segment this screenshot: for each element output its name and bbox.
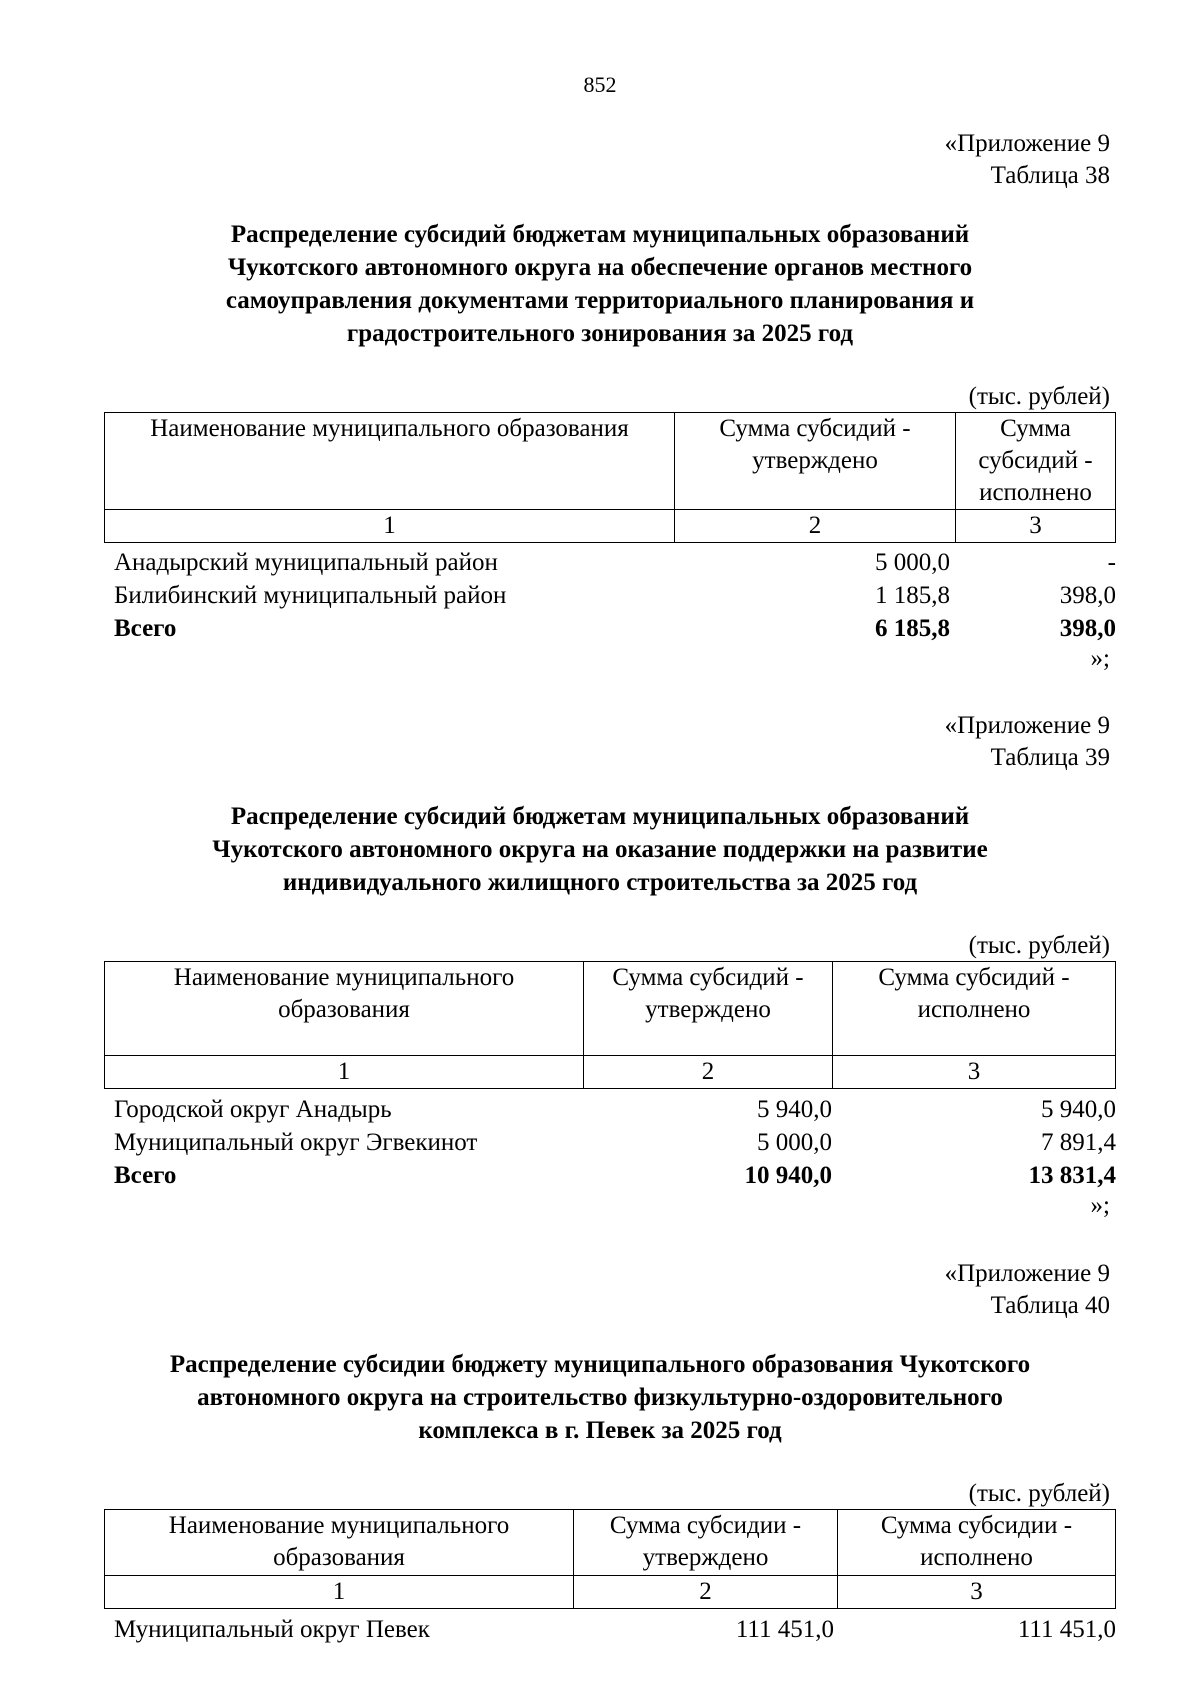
total-row: [114, 613, 1116, 645]
total-executed: 398,0: [1059, 615, 1116, 642]
title-line: индивидуального жилищного строительства за 2025 год: [282, 869, 918, 896]
column-number: 3: [833, 1056, 1116, 1089]
row-approved: 5 000,0: [757, 1129, 832, 1156]
column-number: 1: [105, 510, 675, 543]
table-header-40: [104, 1509, 1116, 1609]
column-header-executed: Сумма субсидий - исполнено: [833, 962, 1116, 1056]
row-executed: 7 891,4: [1041, 1129, 1116, 1156]
row-name: Муниципальный округ Певек: [114, 1616, 430, 1643]
column-number: 1: [105, 1056, 584, 1089]
appendix-label: «Приложение 9: [944, 712, 1110, 739]
total-label: Всего: [114, 1162, 177, 1189]
table-row: [114, 1094, 1116, 1126]
title-line: комплекса в г. Певек за 2025 год: [418, 1417, 782, 1444]
units-label: (тыс. рублей): [968, 383, 1110, 410]
table-number-label: Таблица 39: [990, 744, 1110, 771]
total-row: [114, 1160, 1116, 1192]
row-executed: 398,0: [1059, 582, 1116, 609]
units-label: (тыс. рублей): [968, 932, 1110, 959]
column-number: 1: [105, 1576, 574, 1609]
column-number: 2: [584, 1056, 833, 1089]
table-number-label: Таблица 38: [990, 162, 1110, 189]
page-number: 852: [583, 72, 617, 97]
column-header-approved: Сумма субсидии - утверждено: [574, 1510, 838, 1576]
appendix-label: «Приложение 9: [944, 130, 1110, 157]
column-number: 2: [574, 1576, 838, 1609]
column-number: 3: [838, 1576, 1116, 1609]
row-executed: 5 940,0: [1041, 1096, 1116, 1123]
title-line: автономного округа на строительство физкультурно-оздоровительного: [197, 1384, 1003, 1411]
closing-quote: »;: [1090, 1192, 1110, 1219]
title-line: Распределение субсидий бюджетам муниципальных образований: [230, 221, 970, 248]
row-approved: 5 000,0: [875, 549, 950, 576]
appendix-heading-39: [945, 710, 1110, 774]
appendix-heading-38: [945, 128, 1110, 192]
row-approved: 111 451,0: [735, 1616, 834, 1643]
row-executed: -: [1107, 549, 1116, 576]
total-approved: 6 185,8: [875, 615, 950, 642]
table-header-39: [104, 961, 1116, 1089]
column-header-name: Наименование муниципального образования: [105, 1510, 574, 1576]
units-label: (тыс. рублей): [968, 1480, 1110, 1507]
column-header-executed: Сумма субсидий - исполнено: [956, 413, 1116, 510]
row-name: Анадырский муниципальный район: [114, 549, 498, 576]
table-row: [114, 1614, 1116, 1646]
row-executed: 111 451,0: [1017, 1616, 1116, 1643]
row-approved: 1 185,8: [875, 582, 950, 609]
table-row: [114, 547, 1116, 579]
table-title-38: [100, 218, 1100, 350]
title-line: самоуправления документами территориального планирования и: [225, 287, 975, 314]
column-header-name: Наименование муниципального образования: [105, 413, 675, 510]
appendix-heading-40: [945, 1258, 1110, 1322]
title-line: Чукотского автономного округа на оказание поддержки на развитие: [212, 836, 988, 863]
total-label: Всего: [114, 615, 177, 642]
table-row: [114, 580, 1116, 612]
row-approved: 5 940,0: [757, 1096, 832, 1123]
table-row: [114, 1127, 1116, 1159]
closing-quote: »;: [1090, 645, 1110, 672]
table-title-39: [100, 800, 1100, 899]
table-header-38: [104, 412, 1116, 543]
total-approved: 10 940,0: [744, 1162, 832, 1189]
column-header-approved: Сумма субсидий - утверждено: [675, 413, 956, 510]
total-executed: 13 831,4: [1028, 1162, 1116, 1189]
title-line: Распределение субсидий бюджетам муниципальных образований: [230, 803, 970, 830]
column-header-executed: Сумма субсидии - исполнено: [838, 1510, 1116, 1576]
title-line: Чукотского автономного округа на обеспечение органов местного: [227, 254, 973, 281]
row-name: Билибинский муниципальный район: [114, 582, 507, 609]
title-line: градостроительного зонирования за 2025 год: [346, 320, 854, 347]
table-number-label: Таблица 40: [990, 1292, 1110, 1319]
row-name: Муниципальный округ Эгвекинот: [114, 1129, 478, 1156]
column-header-name: Наименование муниципального образования: [105, 962, 584, 1056]
column-number: 2: [675, 510, 956, 543]
appendix-label: «Приложение 9: [944, 1260, 1110, 1287]
row-name: Городской округ Анадырь: [114, 1096, 392, 1123]
table-title-40: [100, 1348, 1100, 1447]
title-line: Распределение субсидии бюджету муниципального образования Чукотского: [169, 1351, 1031, 1378]
column-number: 3: [956, 510, 1116, 543]
column-header-approved: Сумма субсидий - утверждено: [584, 962, 833, 1056]
